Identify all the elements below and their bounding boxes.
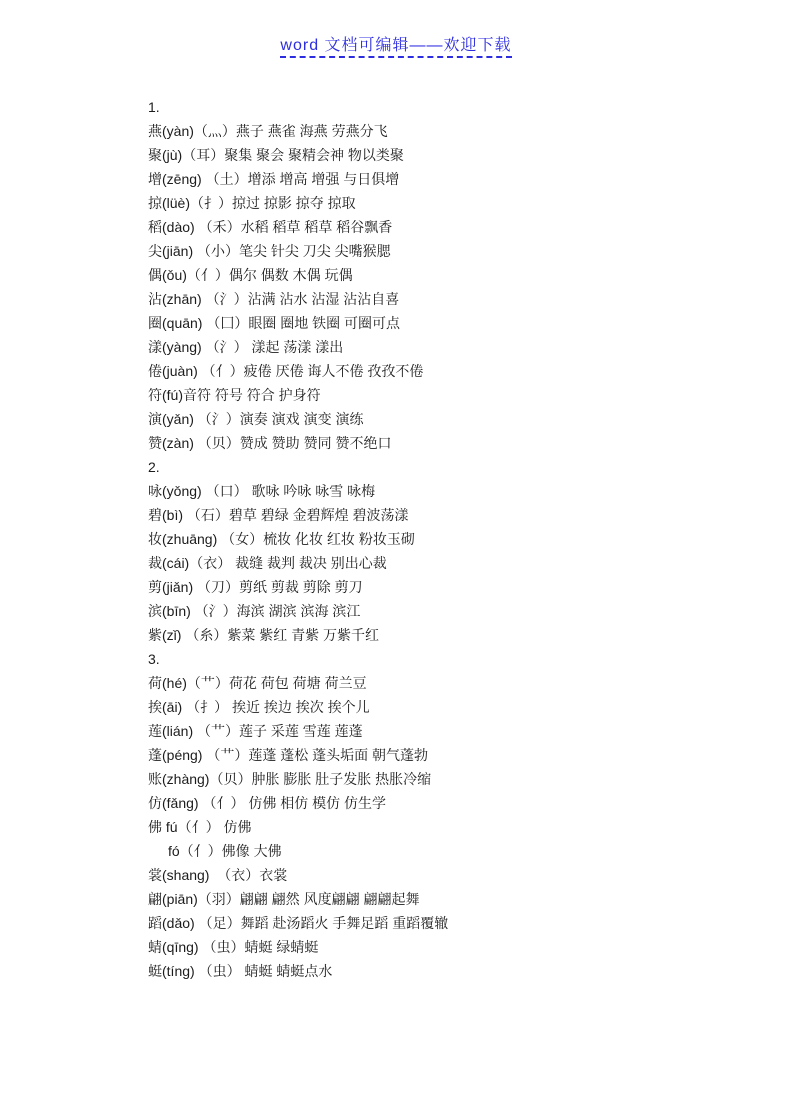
- vocab-line: 紫(zǐ) （糸）紫菜 紫红 青紫 万紫千红: [148, 627, 379, 643]
- vocab-line: 碧(bì) （石）碧草 碧绿 金碧辉煌 碧波荡漾: [148, 507, 409, 523]
- vocab-line: 妆(zhuāng) （女）梳妆 化妆 红妆 粉妆玉砌: [148, 531, 415, 547]
- vocab-line: 掠(lüè)（扌）掠过 掠影 掠夺 掠取: [148, 195, 356, 211]
- vocab-line: 挨(āi) （扌） 挨近 挨边 挨次 挨个儿: [148, 699, 370, 715]
- vocab-line: 聚(jù)（耳）聚集 聚会 聚精会神 物以类聚: [148, 147, 404, 163]
- vocab-line: 咏(yǒng) （口） 歌咏 吟咏 咏雪 咏梅: [148, 483, 376, 499]
- vocab-line: 莲(lián) （艹）莲子 采莲 雪莲 莲蓬: [148, 723, 363, 739]
- vocab-line: 稻(dào) （禾）水稻 稻草 稻草 稻谷飘香: [148, 219, 393, 235]
- vocab-line: 赞(zàn) （贝）赞成 赞助 赞同 赞不绝口: [148, 435, 392, 451]
- vocab-line: 滨(bīn) （氵）海滨 湖滨 滨海 滨江: [148, 603, 361, 619]
- vocab-line: 沾(zhān) （氵）沾满 沾水 沾湿 沾沾自喜: [148, 291, 400, 307]
- vocab-line: 裳(shang) （衣）衣裳: [148, 867, 288, 883]
- vocab-line: 燕(yàn)（灬）燕子 燕雀 海燕 劳燕分飞: [148, 123, 388, 139]
- vocab-line: 荷(hé)（艹）荷花 荷包 荷塘 荷兰豆: [148, 675, 367, 691]
- vocab-line: 增(zēng) （土）增添 增高 增强 与日俱增: [148, 171, 400, 187]
- section-number: 2.: [148, 459, 160, 475]
- vocab-line: 符(fú)音符 符号 符合 护身符: [148, 387, 321, 403]
- vocab-line: 仿(fǎng) （亻） 仿佛 相仿 模仿 仿生学: [148, 795, 387, 811]
- vocab-line: 蓬(péng) （艹）莲蓬 蓬松 蓬头垢面 朝气蓬勃: [148, 747, 429, 763]
- vocab-line: 蜻(qīng) （虫）蜻蜓 绿蜻蜓: [148, 939, 319, 955]
- vocab-line: 倦(juàn) （亻）疲倦 厌倦 诲人不倦 孜孜不倦: [148, 363, 424, 379]
- vocab-line: 翩(piān)（羽）翩翩 翩然 风度翩翩 翩翩起舞: [148, 891, 420, 907]
- vocab-line: 佛 fú（亻） 仿佛: [148, 819, 252, 835]
- section-number: 3.: [148, 651, 160, 667]
- section-number: 1.: [148, 99, 160, 115]
- vocab-line: 蜓(tíng) （虫） 蜻蜓 蜻蜓点水: [148, 963, 333, 979]
- document-header: [0, 32, 792, 58]
- vocab-line: fó（亻）佛像 大佛: [168, 843, 282, 859]
- download-link[interactable]: word 文档可编辑——欢迎下载: [280, 32, 511, 58]
- vocab-line: 裁(cái)（衣） 裁缝 裁判 裁决 别出心裁: [148, 555, 387, 571]
- vocab-line: 蹈(dǎo) （足）舞蹈 赴汤蹈火 手舞足蹈 重蹈覆辙: [148, 915, 449, 931]
- vocab-line: 圈(quān) （囗）眼圈 圈地 铁圈 可圈可点: [148, 315, 401, 331]
- vocab-line: 漾(yàng) （氵） 漾起 荡漾 漾出: [148, 339, 344, 355]
- vocab-line: 演(yǎn) （氵）演奏 演戏 演变 演练: [148, 411, 364, 427]
- vocab-line: 偶(ǒu)（亻）偶尔 偶数 木偶 玩偶: [148, 267, 353, 283]
- vocab-line: 剪(jiǎn) （刀）剪纸 剪裁 剪除 剪刀: [148, 579, 363, 595]
- vocab-line: 账(zhàng)（贝）肿胀 膨胀 肚子发胀 热胀冷缩: [148, 771, 432, 787]
- vocab-line: 尖(jiān) （小）笔尖 针尖 刀尖 尖嘴猴腮: [148, 243, 391, 259]
- vocab-list: [148, 95, 708, 983]
